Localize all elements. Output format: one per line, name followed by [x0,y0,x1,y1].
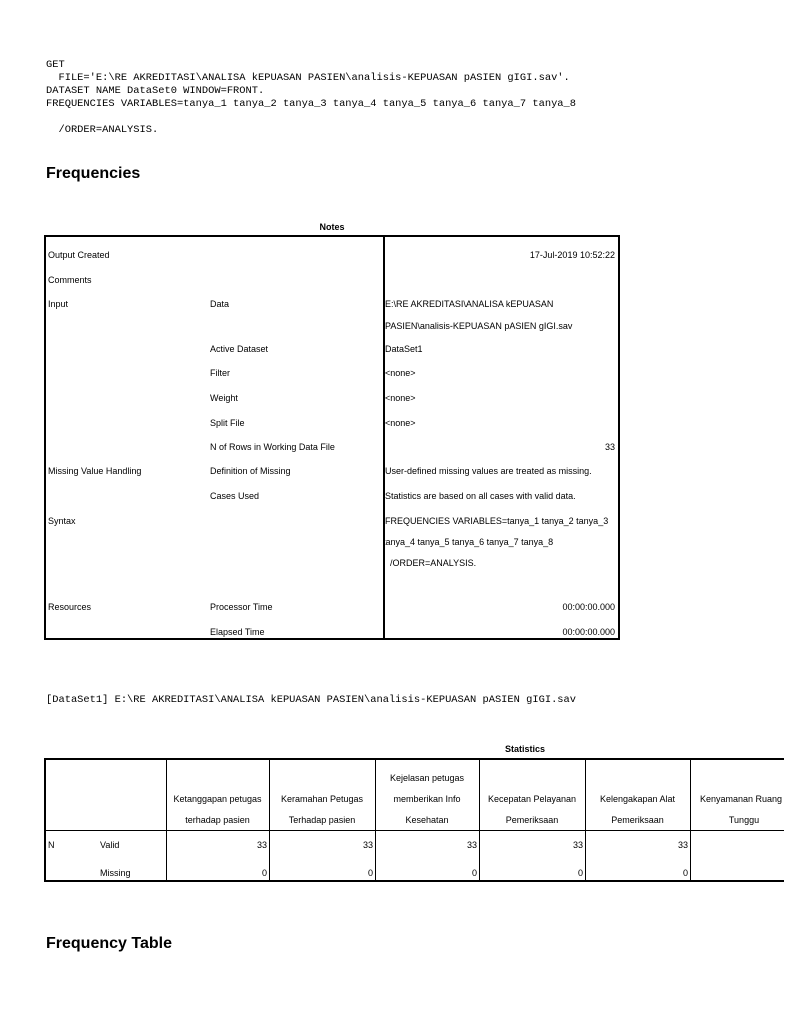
data-label: Data [210,299,230,309]
frequency-table-heading: Frequency Table [46,935,172,952]
valid-value-kejelasan: 33 [466,840,477,850]
valid-value-kecepatan: 33 [572,840,583,850]
cases-used-value: Statistics are based on all cases with valid data. [385,491,576,501]
missing-value-kejelasan: 0 [471,868,477,878]
frequencies-heading: Frequencies [46,165,141,182]
col-header-keramahan-line2: Terhadap pasien [288,815,356,825]
processor-time-label: Processor Time [210,602,273,612]
col-header-kejelasan-line2: memberikan Info [393,794,461,804]
split-file-label: Split File [210,418,245,428]
notes-table [44,235,620,640]
valid-value-ketanggapan: 33 [256,840,267,850]
col-header-kenyamanan-line1: Kenyamanan Ruang [700,794,783,804]
missing-value-kelengkapan: 0 [682,868,688,878]
dataset-line: [DataSet1] E:\RE AKREDITASI\ANALISA kEPUASAN PASIEN\analisis-KEPUASAN pASIEN gIGI.sav [46,694,577,706]
syntax-line-dataset: DATASET NAME DataSet0 WINDOW=FRONT. [46,85,265,97]
syntax-line-get: GET [46,59,65,71]
valid-value-keramahan: 33 [362,840,373,850]
active-dataset-value: DataSet1 [385,344,423,354]
missing-value-handling-label: Missing Value Handling [48,466,142,476]
n-rows-label: N of Rows in Working Data File [210,442,335,452]
missing-value-ketanggapan: 0 [261,868,267,878]
missing-label: Missing [100,868,131,878]
weight-label: Weight [210,393,238,403]
col-header-kelengkapan-line1: Kelengakapan Alat [599,794,676,804]
col-header-kelengkapan-line2: Pemeriksaan [611,815,664,825]
data-value-line2: PASIEN\analisis-KEPUASAN pASIEN gIGI.sav [385,321,573,331]
filter-value: <none> [385,368,416,378]
syntax-line-frequencies: FREQUENCIES VARIABLES=tanya_1 tanya_2 tanya_3 tanya_4 tanya_5 tanya_6 tanya_7 tanya_8 [46,98,577,110]
comments-label: Comments [48,275,92,285]
elapsed-time-label: Elapsed Time [210,627,265,637]
notes-column-divider [383,237,385,638]
syntax-line-file: FILE='E:\RE AKREDITASI\ANALISA kEPUASAN PASIEN\analisis-KEPUASAN pASIEN gIGI.sav'. [46,72,570,84]
processor-time-value: 00:00:00.000 [562,602,615,612]
output-created-value: 17-Jul-2019 10:52:22 [529,250,615,260]
col-header-kejelasan-line1: Kejelasan petugas [389,773,465,783]
weight-value: <none> [385,393,416,403]
col-header-kecepatan-line1: Kecepatan Pelayanan [487,794,577,804]
active-dataset-label: Active Dataset [210,344,269,354]
syntax-line-order: /ORDER=ANALYSIS. [46,124,159,136]
filter-label: Filter [210,368,230,378]
n-label: N [48,840,55,850]
output-created-label: Output Created [48,250,110,260]
syntax-label: Syntax [48,516,76,526]
col-header-kecepatan-line2: Pemeriksaan [505,815,559,825]
statistics-title: Statistics [504,744,546,754]
missing-value-kecepatan: 0 [577,868,583,878]
syntax-value-line2: tanya_4 tanya_5 tanya_6 tanya_7 tanya_8 [383,537,554,547]
resources-label: Resources [48,602,92,612]
input-label: Input [48,299,69,309]
notes-title: Notes [319,222,345,232]
syntax-value-line3: /ORDER=ANALYSIS. [385,558,477,568]
statistics-table [44,758,784,882]
cases-used-label: Cases Used [210,491,260,501]
n-rows-value: 33 [604,442,615,452]
col-header-ketanggapan-line1: Ketanggapan petugas [173,794,262,804]
col-header-kejelasan-line3: Kesehatan [405,815,449,825]
col-header-ketanggapan-line2: terhadap pasien [185,815,250,825]
elapsed-time-value: 00:00:00.000 [562,627,615,637]
valid-label: Valid [100,840,120,850]
col-header-kenyamanan-line2: Tunggu [728,815,760,825]
definition-of-missing-value: User-defined missing values are treated as missing. [385,466,592,476]
split-file-value: <none> [385,418,416,428]
data-value-line1: E:\RE AKREDITASI\ANALISA kEPUASAN [385,299,554,309]
col-header-keramahan-line1: Keramahan Petugas [280,794,364,804]
statistics-header-divider [46,830,784,831]
definition-of-missing-label: Definition of Missing [210,466,291,476]
missing-value-keramahan: 0 [367,868,373,878]
valid-value-kelengkapan: 33 [677,840,688,850]
syntax-value-line1: FREQUENCIES VARIABLES=tanya_1 tanya_2 tanya_3 [385,516,609,526]
